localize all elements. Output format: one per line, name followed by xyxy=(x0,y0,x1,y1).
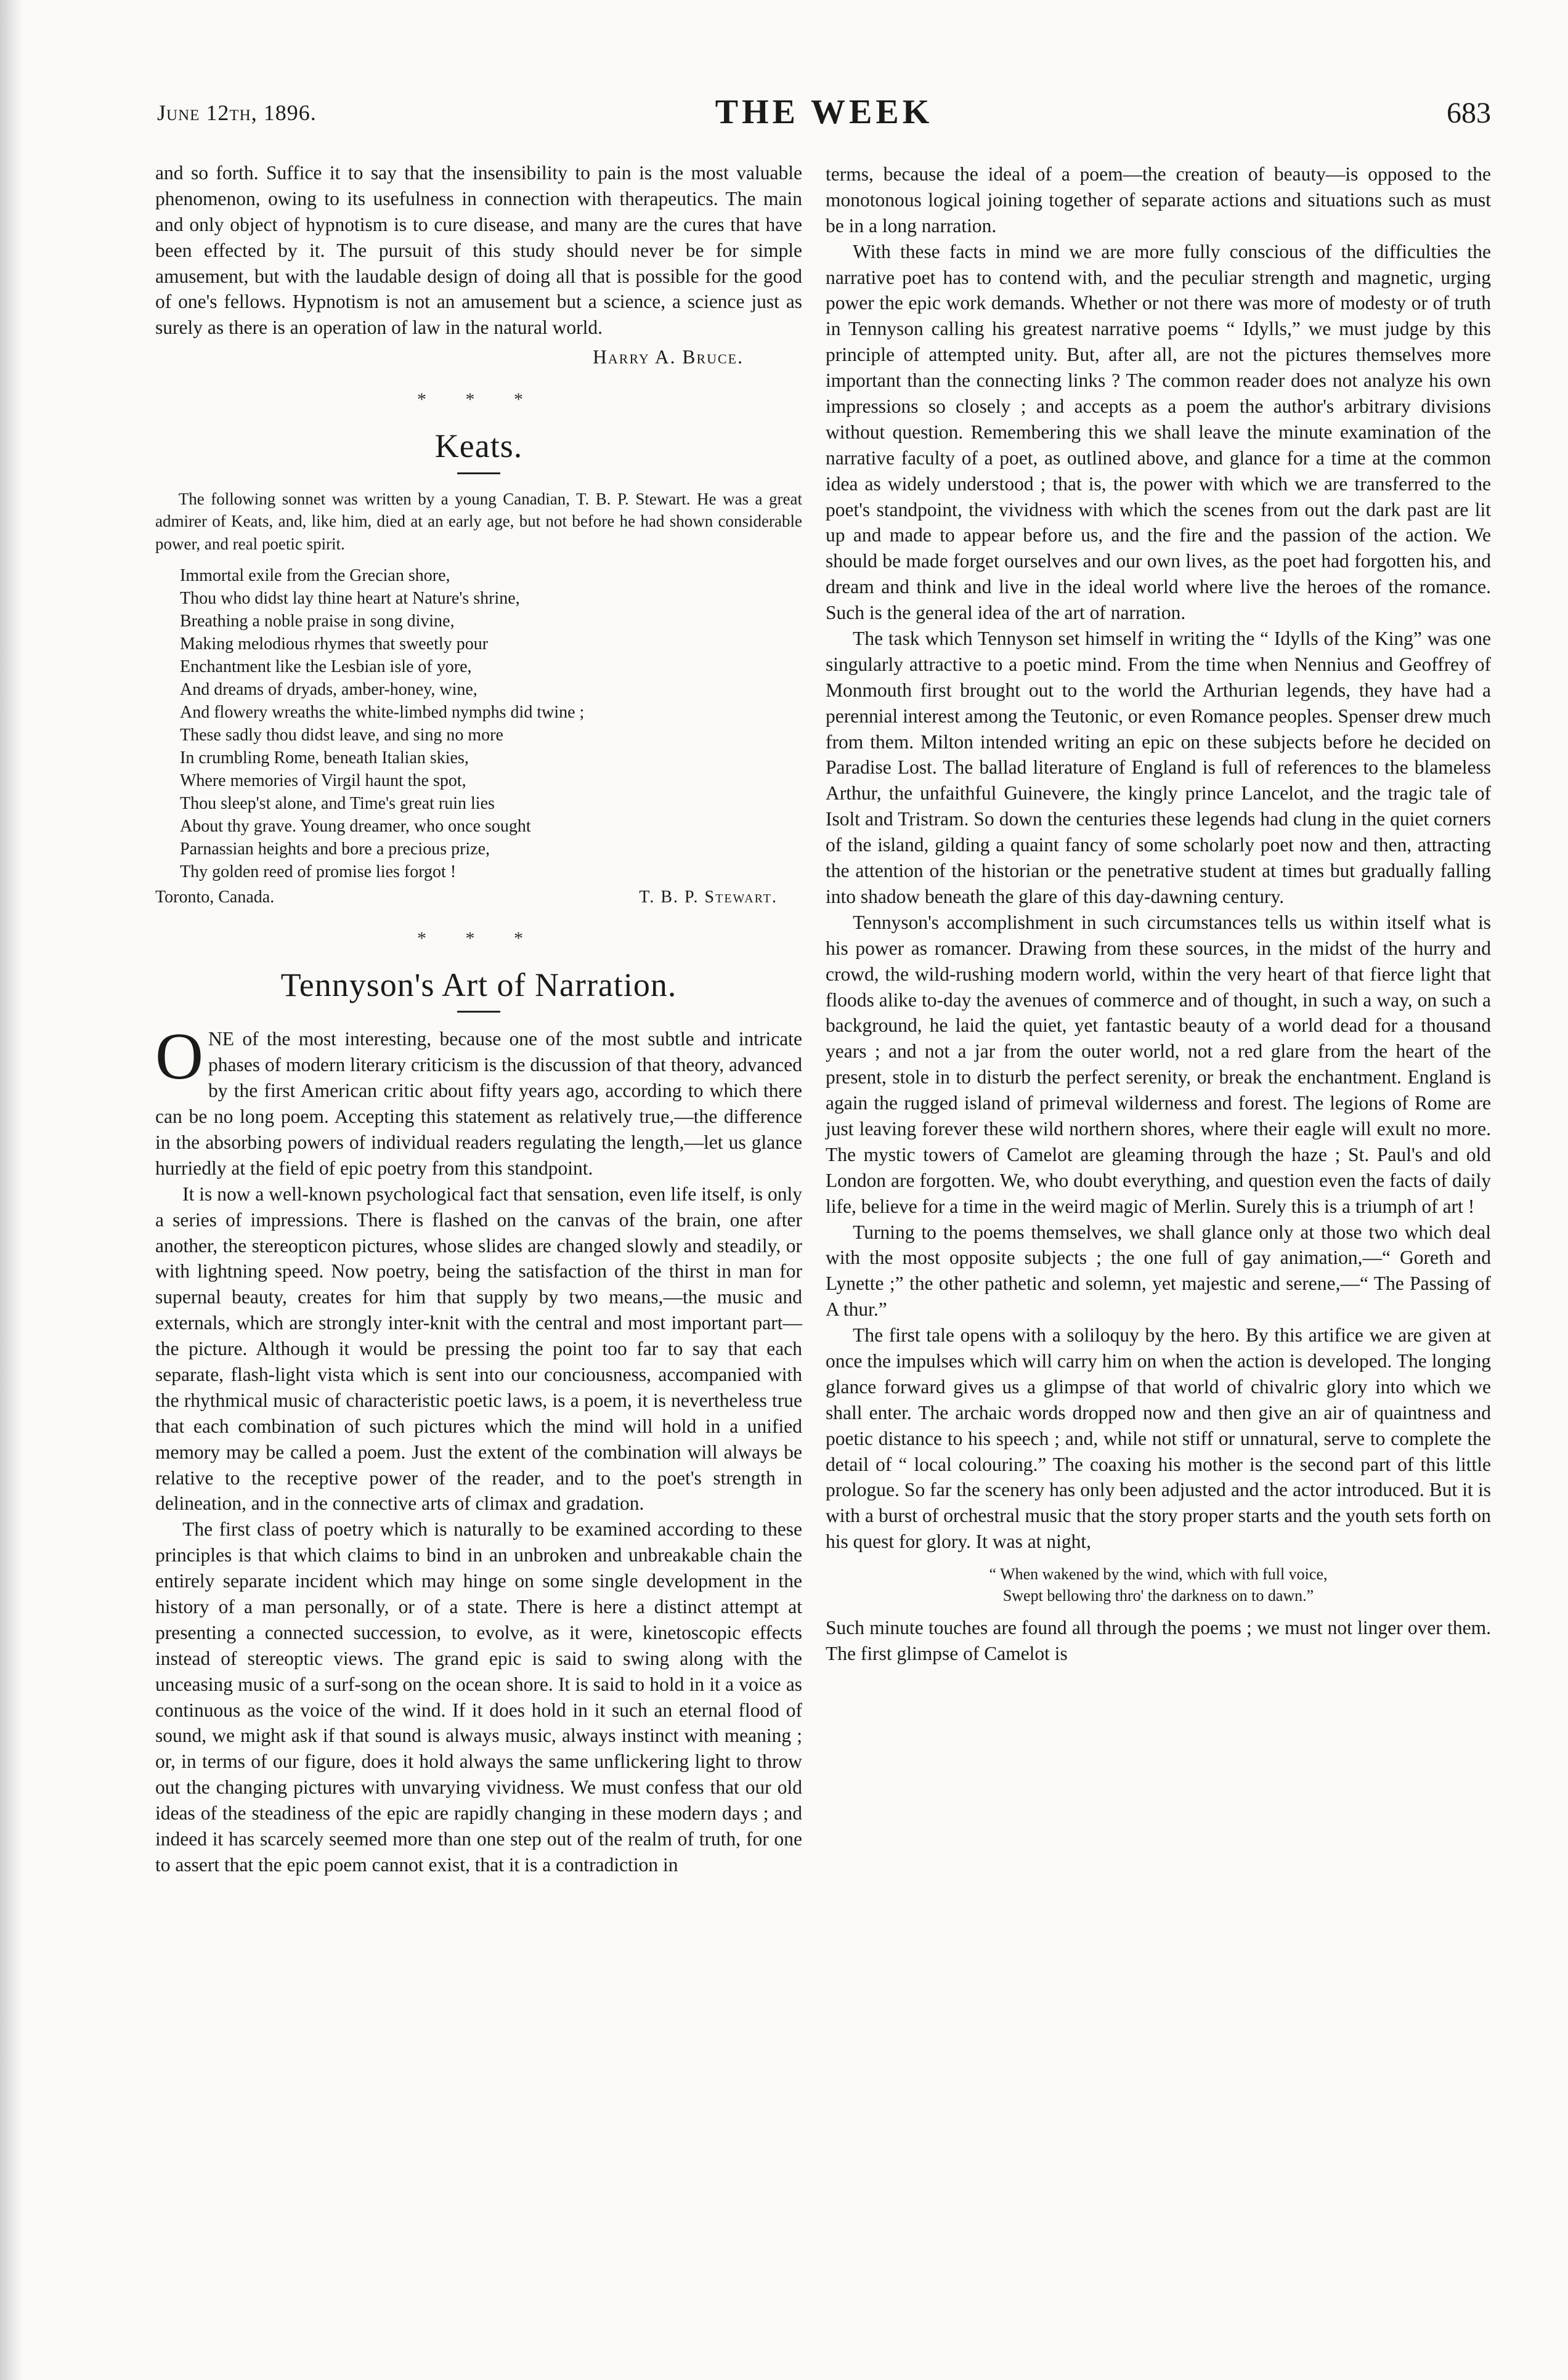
publication-title: THE WEEK xyxy=(715,93,933,131)
left-column xyxy=(155,160,802,1878)
section-ornament: * * * xyxy=(417,928,540,949)
keats-sonnet xyxy=(180,565,802,883)
sonnet-place: Toronto, Canada. xyxy=(155,888,275,907)
tennyson-title: Tennyson's Art of Narration. xyxy=(280,966,677,1003)
quote-line: “ When wakened by the wind, which with full voice, xyxy=(989,1565,1328,1584)
sonnet-line: Thou who didst lay thine heart at Nature's shrine, xyxy=(180,589,520,609)
sonnet-line: Breathing a noble praise in song divine, xyxy=(180,612,455,631)
poem-quote xyxy=(826,1563,1491,1606)
sonnet-line: Thou sleep'st alone, and Time's great ruin lies xyxy=(180,793,495,813)
drop-cap: O xyxy=(155,1020,203,1094)
sonnet-line: Parnassian heights and bore a precious prize, xyxy=(180,839,490,859)
issue-date: June 12th, 1896. xyxy=(157,100,317,125)
sonnet-line: Where memories of Virgil haunt the spot, xyxy=(180,771,466,790)
keats-intro: The following sonnet was written by a young Canadian, T. B. P. Stewart. He was a great admirer of Keats, and, like him, died at an early age, but not before he had shown considerable power, and real poetic spirit. xyxy=(155,489,802,553)
hypnotism-article-end: and so forth. Suffice it to say that the insensibility to pain is the most valuable phenomenon, owing to its usefulness in connection with therapeutics. The main and only object of hypnotism is to cure disease, and many are the cures that have been effected by it. The pursuit of this study should never be for simple amusement, but with the laudable design of doing all that is possible for the good of one's fellows. Hypnotism is not an amusement but a science, a science just as surely as there is an operation of law in the natural world. xyxy=(155,162,802,339)
tennyson-paragraph: It is now a well-known psychological fact that sensation, even life itself, is only a series of impressions. There is flashed on the canvas of the brain, one after another, the stereopticon pictures, whose slides are changed slowly and steadily, or with lightning speed. Now poetry, being the satisfaction of the thirst in man for supernal beauty, creates for him that supply by two means,—the music and externals, which are strongly inter-knit with the central and most important part—the picture. Although it would be pressing the point too far to say that each separate, flash-light vista which is sent into our conciousness, accompanied with the rhythmical music of characteristic poetic laws, is a poem, it is nevertheless true that each combination of such pictures which the mind will hold in a unified memory may be called a poem. Just the extent of the combination will always be relative to the receptive power of the reader, and to the poet's strength in delineation, and in the connective arts of climax and gradation. xyxy=(155,1183,802,1515)
page-number: 683 xyxy=(1447,97,1491,129)
tennyson-paragraph: Tennyson's accomplishment in such circumstances tells us within itself what is his power as romancer. Drawing from these sources, in the midst of the hurry and crowd, the wild-rushing modern world, within the very heart of that fierce light that floods alike to-day the avenues of commerce and of thought, in such a way, on such a background, he laid the quiet, yet fantastic beauty of a world dead for a thousand years ; and not a jar from the outer world, not a red glare from the heart of the present, stole in to disturb the perfect serenity, or break the enchantment. England is again the rugged island of primeval wilderness and forest. The legions of Rome are just leaving forever these wild northern shores, where their eagle will exult no more. The mystic towers of Camelot are gleaming through the haze ; St. Paul's and old London are forgotten. We, who doubt everything, and question even the facts of daily life, believe for a time in the weird magic of Merlin. Surely this is a triumph of art ! xyxy=(826,911,1491,1217)
tennyson-paragraph: The first tale opens with a soliloquy by the hero. By this artifice we are given at once the impulses which will carry him on when the action is developed. The longing glance forward gives us a glimpse of that world of chivalric glory into which we shall enter. The archaic words dropped now and then give an air of quaintness and poetic distance to his speech ; and, while not stiff or unnatural, serve to complete the detail of “ local colouring.” The coaxing his mother is the second part of this little prologue. So far the scenery has only been adjusted and the actor introduced. But it is with a burst of orchestral music that the story proper starts and the youth sets forth on his quest for glory. It was at night, xyxy=(826,1324,1491,1553)
sonnet-signature xyxy=(155,886,802,909)
tennyson-paragraph: Turning to the poems themselves, we shall glance only at those two which deal with the most opposite subjects ; the one full of gay animation,—“ Goreth and Lynette ;” the other pathetic and solemn, yet majestic and serene,—“ The Passing of A thur.” xyxy=(826,1221,1491,1321)
title-rule xyxy=(457,472,500,474)
sonnet-line: Thy golden reed of promise lies forgot ! xyxy=(180,862,457,881)
page-header xyxy=(157,92,1491,136)
tennyson-paragraph: The task which Tennyson set himself in writing the “ Idylls of the King” was one singularly attractive to a poetic mind. From the time when Nennius and Geoffrey of Monmouth first brought out to the world the Arthurian legends, they have had a perennial interest among the Teutonic, or even Romance peoples. Spenser drew much from them. Milton intended writing an epic on these subjects before he decided on Paradise Lost. The ballad literature of England is full of references to the blameless Arthur, the unfaithful Guinevere, the kingly prince Lancelot, and the tragic tale of Isolt and Tristram. So down the centuries these legends had clung in the quiet corners of the island, gilding a quaint fancy of some scholarly poet now and then, attracting the attention of the historian or the penetrative student at times but gradually falling into shadow beneath the glare of this day-dawning century. xyxy=(826,628,1491,907)
keats-title: Keats. xyxy=(434,427,523,465)
quote-line: Swept bellowing thro' the darkness on to dawn.” xyxy=(1002,1587,1314,1605)
sonnet-line: In crumbling Rome, beneath Italian skies, xyxy=(180,748,469,767)
tennyson-paragraph: ONE of the most interesting, because one of the most subtle and intricate phases of modern literary criticism is the discussion of that theory, advanced by the first American critic about fifty years ago, according to which there can be no long poem. Accepting this statement as relatively true,—the difference in the absorbing powers of individual readers regulating the length,—let us glance hurriedly at the field of epic poetry from this standpoint. xyxy=(155,1020,802,1179)
scan-edge-shadow xyxy=(0,0,23,2380)
section-ornament: * * * xyxy=(417,389,540,410)
tennyson-paragraph: With these facts in mind we are more fully conscious of the difficulties the narrative poet has to contend with, and the peculiar strength and magnetic, urging power the epic work demands. Whether or not there was more of modesty or of truth in Tennyson calling his greatest narrative poems “ Idylls,” we must judge by this principle of attempted unity. But, after all, are not the pictures themselves more important than the connecting links ? The common reader does not analyze his own impressions so closely ; and accepts as a poem the author's arbitrary divisions without question. Remembering this we shall leave the minute examination of the narrative faculty of a poet, as outlined above, and glance for a time at the common idea as widely understood ; that is, the power with which we are transferred to the poet's standpoint, the vividness with which the scenes from out the dark past are lit up and made to appear before us, and the fire and the passion of the action. We should be made forget ourselves and our own lives, as the poet had forgotten his, and dream and think and live in the ideal world where live the heroes of the romance. Such is the general idea of the art of narration. xyxy=(826,240,1491,624)
tennyson-paragraph: The first class of poetry which is naturally to be examined according to these principles is that which claims to bind in an unbroken and unbreakable chain the entirely separate incident which may hinge on some single development in the history of a man personally, or of a state. There is here a distinct attempt at presenting a connected succession, to evolve, as it were, kinetoscopic effects instead of stereoptic views. The grand epic is said to swing along with the unceasing music of a surf-song on the ocean shore. It is said to hold in it a voice as continuous as the voice of the wind. If it does hold in it such an eternal flood of sound, we might ask if that sound is always music, always instinct with meaning ; or, in terms of our figure, does it hold always the same unflickering light to throw out the changing pictures with unvarying vividness. We must confess that our old ideas of the steadiness of the epic are rapidly changing in these modern days ; and indeed it has scarcely seemed more than one step out of the realm of truth, for one to assert that the epic poem cannot exist, that it is a contradiction in xyxy=(155,1518,802,1876)
sonnet-line: And flowery wreaths the white-limbed nymphs did twine ; xyxy=(180,702,585,722)
tennyson-paragraph: terms, because the ideal of a poem—the creation of beauty—is opposed to the monotonous logical joining together of separate actions and situations such as must be in a long narration. xyxy=(826,163,1491,237)
sonnet-line: These sadly thou didst leave, and sing no more xyxy=(180,725,503,745)
sonnet-line: Immortal exile from the Grecian shore, xyxy=(180,566,450,586)
sonnet-line: Enchantment like the Lesbian isle of yore, xyxy=(180,657,472,676)
tennyson-paragraph: Such minute touches are found all through the poems ; we must not linger over them. The first glimpse of Camelot is xyxy=(826,1617,1491,1665)
sonnet-line: About thy grave. Young dreamer, who once sought xyxy=(180,816,531,836)
title-rule xyxy=(457,1011,500,1013)
article-signature: Harry A. Bruce. xyxy=(593,346,744,368)
sonnet-author: T. B. P. Stewart. xyxy=(639,888,778,907)
right-column xyxy=(826,161,1491,1667)
sonnet-line: Making melodious rhymes that sweetly pour xyxy=(180,634,489,654)
sonnet-line: And dreams of dryads, amber-honey, wine, xyxy=(180,679,477,699)
